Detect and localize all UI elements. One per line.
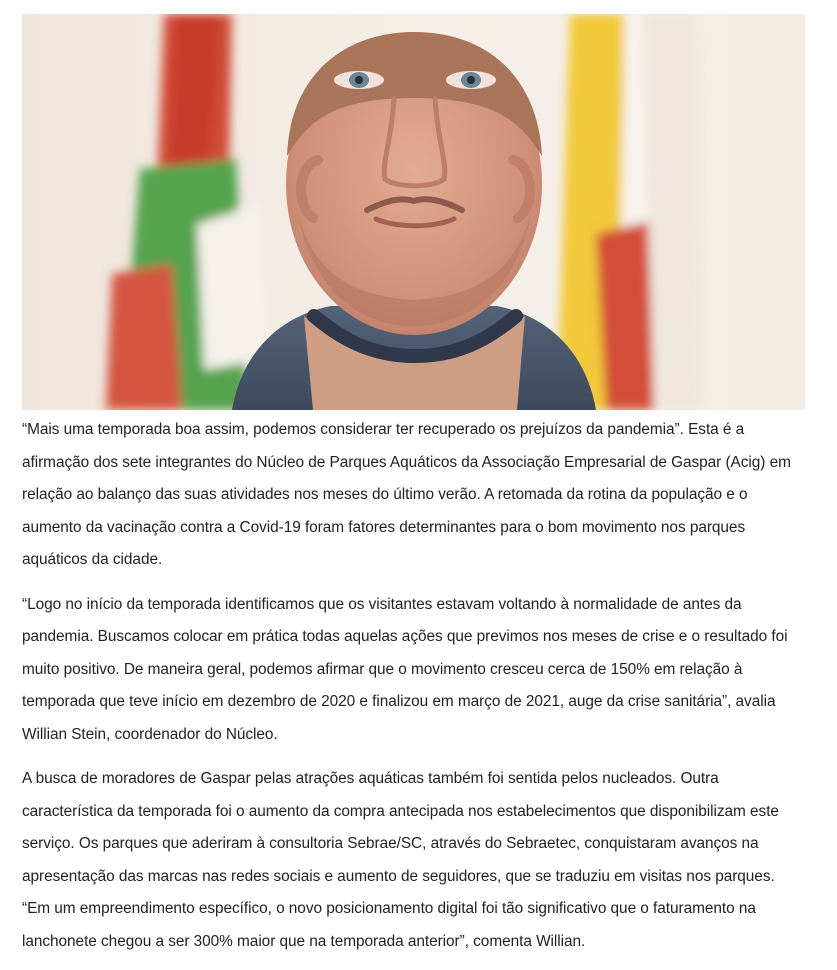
article-photo [22,14,805,410]
article-body [22,414,806,958]
paragraph-1: “Mais uma temporada boa assim, podemos considerar ter recuperado os prejuízos da pandemia”. Esta é a afirmação dos sete integrantes do Núcleo de Parques Aquáticos da Associação Empresarial de Gaspar (Acig) em relação ao balanço das suas atividades nos meses do último verão. A retomada da rotina da população e o aumento da vacinação contra a Covid-19 foram fatores determinantes para o bom movimento nos parques aquáticos da cidade. [22,421,791,568]
paragraph-3: A busca de moradores de Gaspar pelas atrações aquáticas também foi sentida pelos nucleados. Outra característica da temporada foi o aumento da compra antecipada nos estabelecimentos que disponibilizam este serviço. Os parques que aderiram à consultoria Sebrae/SC, através do Sebraetec, conquistaram avanços na apresentação das marcas nas redes sociais e aumento de seguidores, que se traduziu em visitas nos parques. “Em um empreendimento específico, o novo posicionamento digital foi tão significativo que o faturamento na lanchonete chegou a ser 300% maior que na temporada anterior”, comenta Willian. [22,770,779,950]
portrait-image [22,14,805,410]
article [22,14,806,970]
right-flag-shape [557,14,702,410]
paragraph-2: “Logo no início da temporada identificamos que os visitantes estavam voltando à normalidade de antes da pandemia. Buscamos colocar em prática todas aquelas ações que previmos nos meses de crise e o resultado foi muito positivo. De maneira geral, podemos afirmar que o movimento cresceu cerca de 150% em relação à temporada que teve início em dezembro de 2020 e finalizou em março de 2021, auge da crise sanitária”, avalia Willian Stein, coordenador do Núcleo. [22,595,788,743]
